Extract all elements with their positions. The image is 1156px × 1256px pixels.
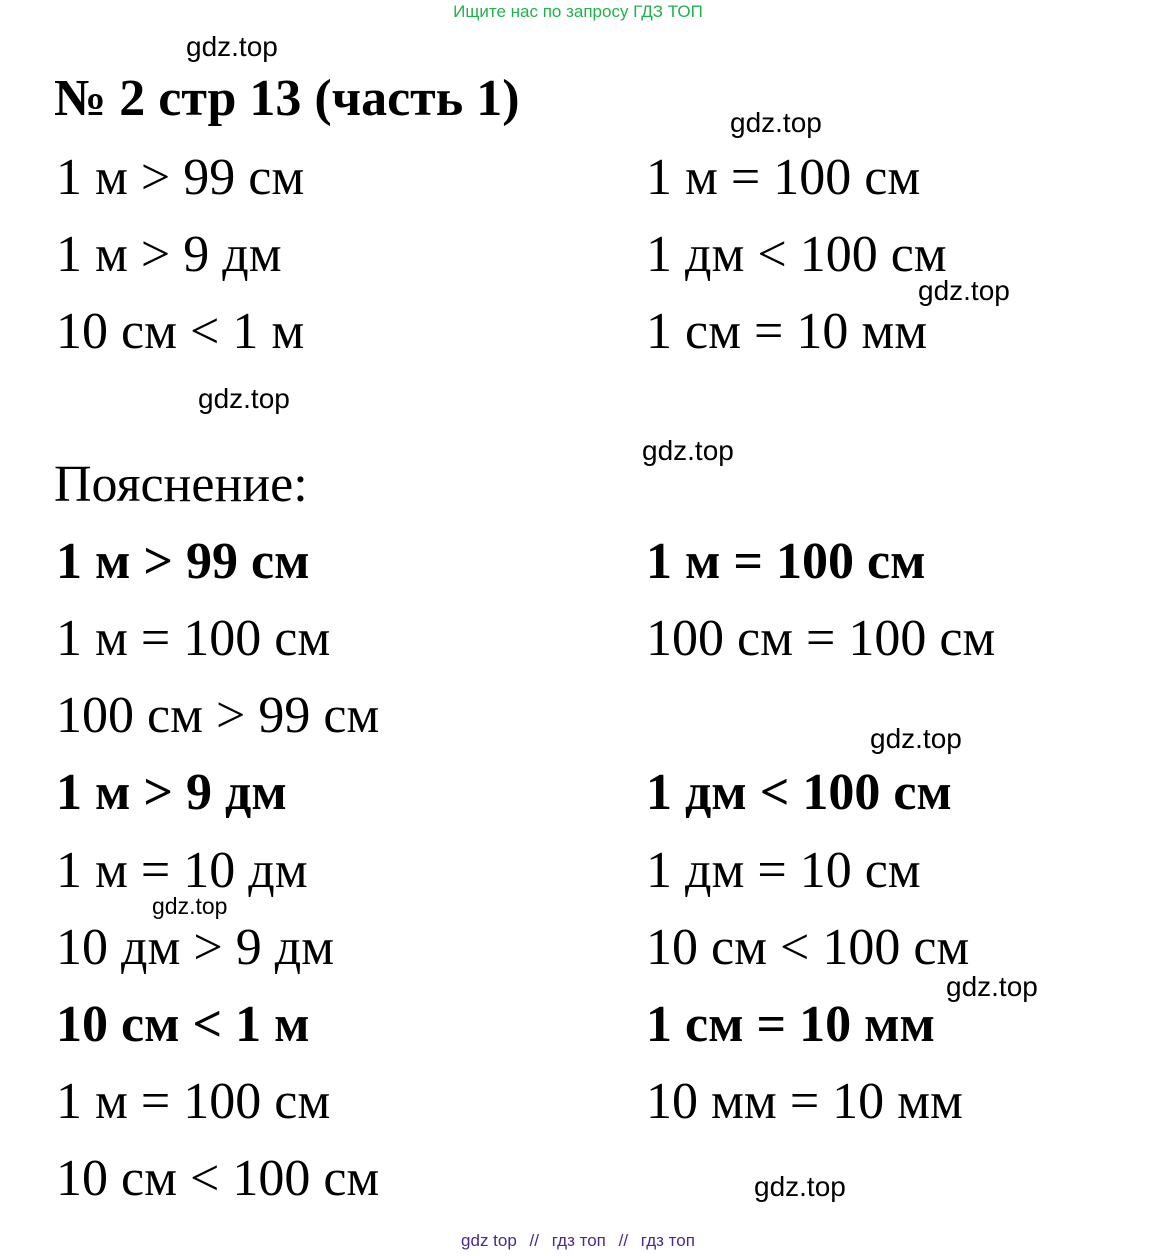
page-title: № 2 стр 13 (часть 1) (54, 70, 520, 127)
explanation-left-2: 1 м = 100 см (56, 610, 331, 667)
explanation-left-9: 10 см < 100 см (56, 1150, 380, 1207)
watermark: gdz.top (152, 893, 228, 919)
watermark: gdz.top (186, 31, 278, 62)
footer-separator: // (618, 1231, 629, 1250)
explanation-left-4: 1 м > 9 дм (56, 764, 287, 821)
answer-right-3: 1 см = 10 мм (646, 303, 928, 360)
watermark: gdz.top (730, 107, 822, 138)
explanation-left-6: 10 дм > 9 дм (56, 919, 335, 976)
footer-link-gdz-top[interactable]: gdz top (461, 1231, 517, 1250)
explanation-left-3: 100 см > 99 см (56, 687, 380, 744)
watermark: gdz.top (642, 435, 734, 466)
explanation-heading: Пояснение: (54, 456, 308, 513)
explanation-left-7: 10 см < 1 м (56, 996, 310, 1053)
footer-links (0, 1232, 1156, 1249)
footer-link-gdz-top-ru-2[interactable]: гдз топ (640, 1231, 695, 1250)
watermark: gdz.top (198, 383, 290, 414)
watermark: gdz.top (946, 971, 1038, 1002)
answer-left-2: 1 м > 9 дм (56, 226, 282, 283)
footer-separator: // (529, 1231, 539, 1250)
answer-right-1: 1 м = 100 см (646, 149, 921, 206)
top-banner[interactable]: Ищите нас по запросу ГДЗ ТОП (453, 2, 703, 21)
footer-link-gdz-top-ru[interactable]: гдз топ (551, 1231, 606, 1250)
answer-left-1: 1 м > 99 см (56, 149, 305, 206)
explanation-right-2: 100 см = 100 см (646, 610, 996, 667)
explanation-left-8: 1 м = 100 см (56, 1073, 331, 1130)
answer-left-3: 10 см < 1 м (56, 303, 305, 360)
watermark: gdz.top (754, 1171, 846, 1202)
explanation-right-1: 1 м = 100 см (646, 533, 926, 590)
watermark: gdz.top (870, 723, 962, 754)
answer-right-2: 1 дм < 100 см (646, 226, 947, 283)
watermark: gdz.top (918, 275, 1010, 306)
explanation-left-5: 1 м = 10 дм (56, 842, 308, 899)
explanation-left-1: 1 м > 99 см (56, 533, 310, 590)
explanation-right-6: 1 см = 10 мм (646, 996, 935, 1053)
explanation-right-7: 10 мм = 10 мм (646, 1073, 963, 1130)
explanation-right-4: 1 дм = 10 см (646, 842, 921, 899)
explanation-right-3: 1 дм < 100 см (646, 764, 952, 821)
explanation-right-5: 10 см < 100 см (646, 919, 970, 976)
